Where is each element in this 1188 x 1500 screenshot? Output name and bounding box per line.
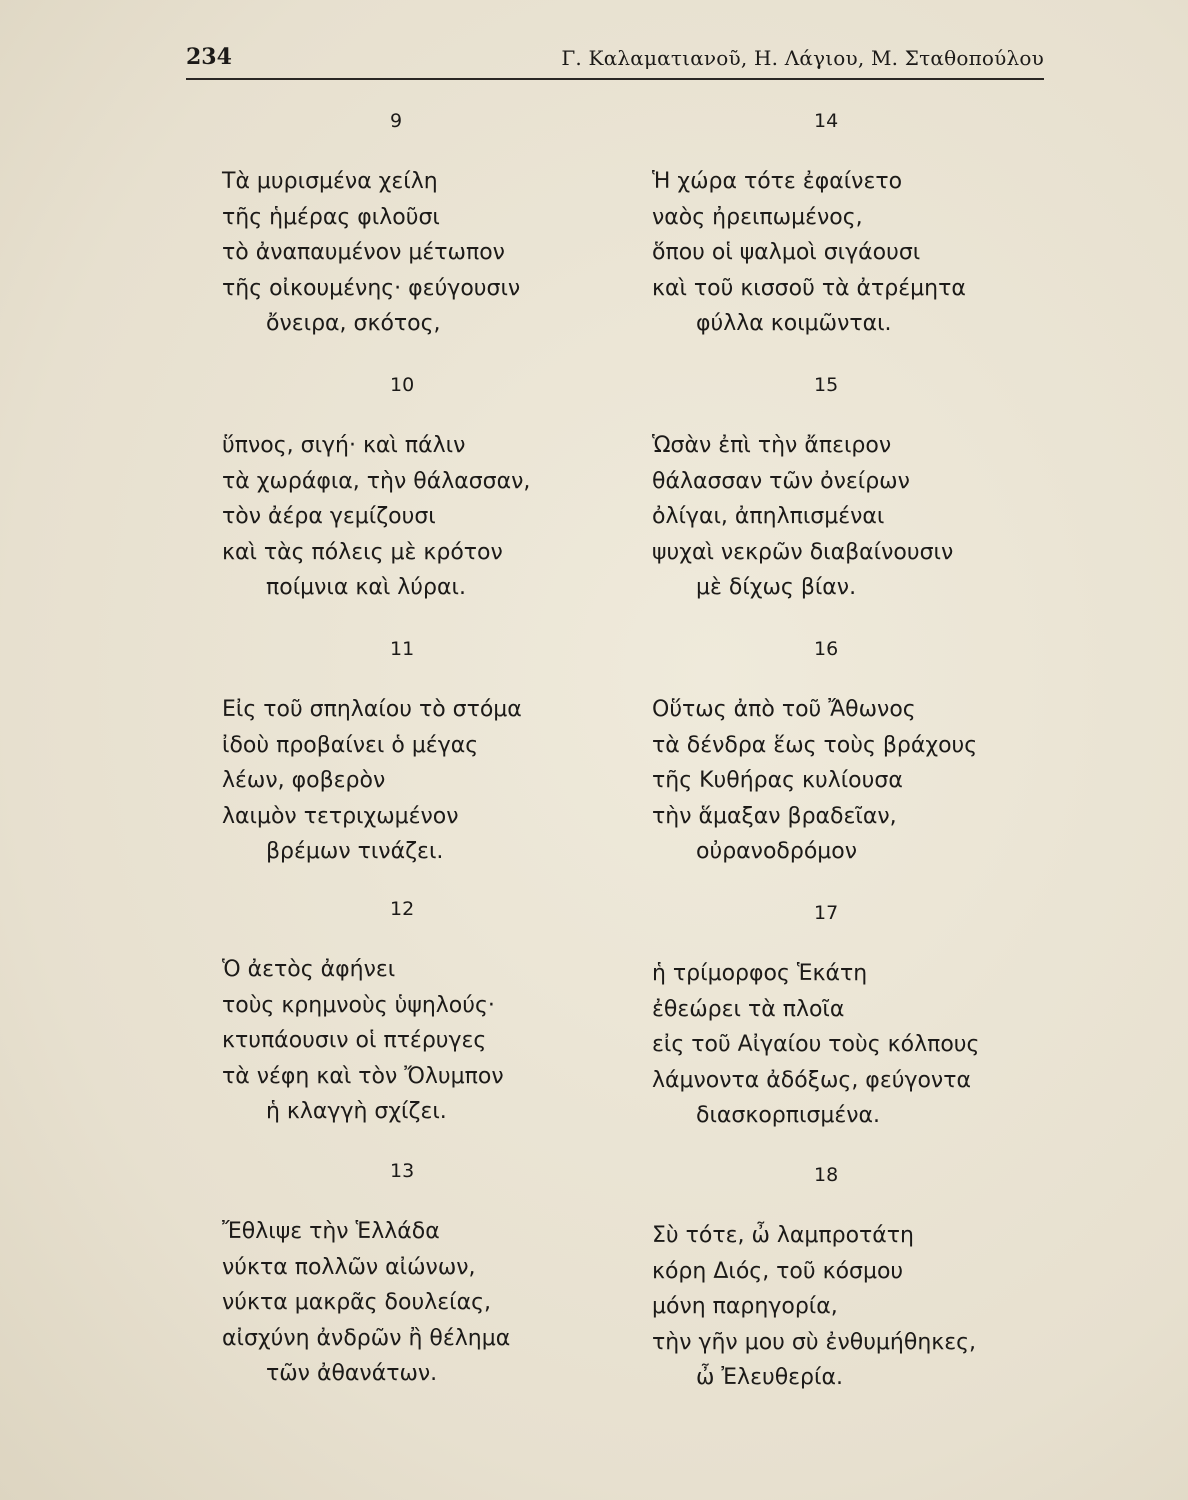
verse-line: τῆς Κυθήρας κυλίουσα [652,768,903,793]
stanza-number: 11 [390,638,415,660]
verse-line: τὴν γῆν μου σὺ ἐνθυμήθηκες, [652,1329,977,1355]
verse-line: Ὁ ἀετὸς ἀφήνει [222,957,396,982]
verse-line: ὕπνος, σιγή· καὶ πάλιν [222,433,466,458]
page-header [186,38,1044,80]
verse-line: φύλλα κοιμῶνται. [696,311,892,336]
verse-line: ναὸς ἠρειπωμένος, [652,204,863,230]
stanza-number: 16 [814,638,839,660]
verse-line: τοὺς κρημνοὺς ὑψηλούς· [222,992,495,1018]
verse-line: τὰ δένδρα ἕως τοὺς βράχους [652,732,978,758]
stanza-lines [222,952,504,1130]
verse-line: Ἡ χώρα τότε ἐφαίνετο [652,169,903,194]
verse-line: λέων, φοβερὸν [222,768,386,793]
verse-line: ὀλίγαι, ἀπηλπισμέναι [652,504,885,529]
stanza-lines [652,164,966,342]
verse-line: τὰ νέφη καὶ τὸν Ὄλυμπον [222,1063,504,1089]
verse-line: καὶ τὰς πόλεις μὲ κρότον [222,539,503,565]
running-title: Γ. Καλαματιανοῦ, Η. Λάγιου, Μ. Σταθοπούλου [561,46,1044,70]
verse-line: Ἔθλιψε τὴν Ἑλλάδα [222,1219,440,1244]
verse-line: Τὰ μυρισμένα χείλη [222,169,438,194]
verse-line: τὰ χωράφια, τὴν θάλασσαν, [222,468,531,494]
stanza-lines [652,1218,976,1396]
verse-line: κτυπάουσιν οἱ πτέρυγες [222,1028,487,1053]
verse-line: νύκτα μακρᾶς δουλείας, [222,1290,491,1315]
verse-line: οὐρανοδρόμον [696,839,858,864]
stanza-number: 18 [814,1164,839,1186]
verse-line: τὴν ἅμαξαν βραδεῖαν, [652,803,897,829]
verse-line: τῆς ἡμέρας φιλοῦσι [222,204,440,230]
verse-line: νύκτα πολλῶν αἰώνων, [222,1254,476,1280]
verse-line: ὅπου οἱ ψαλμοὶ σιγάουσι [652,240,921,265]
verse-line: εἰς τοῦ Αἰγαίου τοὺς κόλπους [652,1032,980,1057]
verse-line: Ὡσὰν ἐπὶ τὴν ἄπειρον [652,433,892,458]
stanza-number: 17 [814,902,839,924]
verse-line: ἐθεώρει τὰ πλοῖα [652,996,845,1022]
verse-line: Οὕτως ἀπὸ τοῦ Ἄθωνος [652,697,916,722]
stanza-lines [652,956,979,1134]
verse-line: αἰσχύνη ἀνδρῶν ἢ θέλημα [222,1325,511,1351]
verse-line: τῶν ἀθανάτων. [266,1361,438,1386]
verse-line: θάλασσαν τῶν ὀνείρων [652,468,910,494]
verse-line: Εἰς τοῦ σπηλαίου τὸ στόμα [222,697,522,722]
stanza-lines [222,164,520,342]
stanza-number: 12 [390,898,415,920]
stanza-number: 13 [390,1160,415,1182]
verse-line: ἡ τρίμορφος Ἑκάτη [652,961,868,986]
verse-line: Σὺ τότε, ὦ λαμπροτάτη [652,1223,914,1248]
verse-line: τὸν ἀέρα γεμίζουσι [222,504,436,529]
verse-line: διασκορπισμένα. [696,1103,881,1128]
verse-line: ὄνειρα, σκότος, [266,311,441,336]
stanza-number: 10 [390,374,415,396]
verse-line: βρέμων τινάζει. [266,839,444,864]
verse-line: τὸ ἀναπαυμένον μέτωπον [222,240,505,265]
verse-line: ποίμνια καὶ λύραι. [266,575,466,600]
stanza-lines [652,692,977,870]
verse-line: ἡ κλαγγὴ σχίζει. [266,1099,447,1124]
verse-line: λαιμὸν τετριχωμένον [222,803,459,829]
verse-line: λάμνοντα ἀδόξως, φεύγοντα [652,1067,971,1093]
verse-line: κόρη Διός, τοῦ κόσμου [652,1258,904,1284]
stanza-lines [222,428,530,606]
stanza-number: 9 [390,110,403,132]
stanza-lines [222,1214,510,1392]
verse-line: ἰδοὺ προβαίνει ὁ μέγας [222,732,479,758]
verse-line: ψυχαὶ νεκρῶν διαβαίνουσιν [652,539,954,565]
verse-line: μόνη παρηγορία, [652,1294,838,1319]
stanza-lines [222,692,522,870]
verse-line: μὲ δίχως βίαν. [696,575,857,600]
stanza-lines [652,428,953,606]
verse-line: ὦ Ἐλευθερία. [696,1365,843,1390]
stanza-number: 15 [814,374,839,396]
verse-line: καὶ τοῦ κισσοῦ τὰ ἀτρέμητα [652,275,966,301]
stanza-number: 14 [814,110,839,132]
verse-line: τῆς οἰκουμένης· φεύγουσιν [222,275,521,301]
page-number: 234 [186,44,232,70]
